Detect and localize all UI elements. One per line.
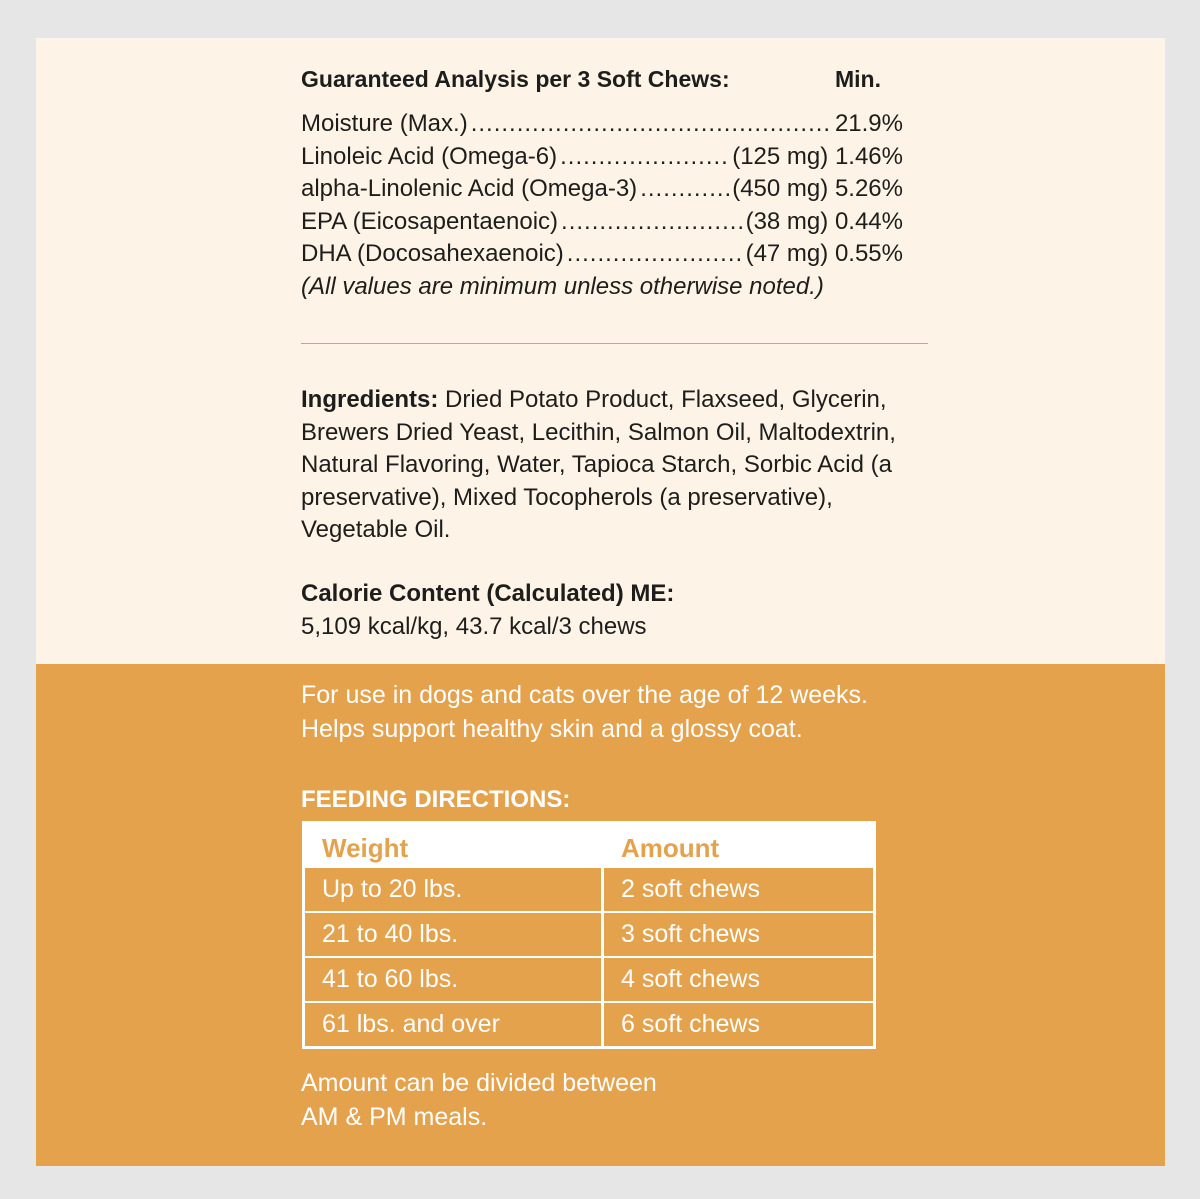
table-row (305, 1001, 873, 1046)
weight-cell: 21 to 40 lbs. (305, 913, 604, 956)
feeding-directions-title: FEEDING DIRECTIONS: (301, 786, 571, 813)
feeding-table (302, 821, 876, 1049)
dot-leader (640, 173, 729, 206)
dot-leader (560, 141, 729, 174)
analysis-row (301, 206, 903, 239)
weight-cell: 61 lbs. and over (305, 1003, 604, 1046)
analysis-value: 1.46% (834, 142, 903, 170)
weight-cell: Up to 20 lbs. (305, 868, 604, 911)
amount-cell: 3 soft chews (621, 920, 760, 948)
feeding-note-line: Amount can be divided between (301, 1069, 657, 1097)
weight-header: Weight (322, 833, 409, 863)
analysis-mg: (125 mg) (732, 142, 829, 170)
guaranteed-analysis-title: Guaranteed Analysis per 3 Soft Chews: (301, 66, 730, 92)
guaranteed-analysis-list (301, 108, 903, 303)
analysis-value: 21.9% (834, 110, 903, 137)
analysis-name: alpha-Linolenic Acid (Omega-3) (301, 175, 638, 202)
analysis-value: 5.26% (834, 175, 903, 202)
dot-leader (561, 206, 743, 239)
analysis-row (301, 173, 903, 206)
amount-header: Amount (621, 833, 720, 863)
feeding-note-line: AM & PM meals. (301, 1103, 488, 1131)
feeding-note (301, 1066, 1001, 1134)
ingredients-label: Ingredients: (301, 386, 439, 413)
table-row (305, 866, 873, 911)
feeding-table-header (305, 824, 873, 866)
analysis-name: DHA (Docosahexaenoic) (301, 240, 564, 267)
calorie-block (301, 578, 941, 643)
amount-cell: 2 soft chews (621, 875, 760, 903)
analysis-value: 0.44% (834, 207, 903, 235)
usage-line: For use in dogs and cats over the age of 12 weeks. (301, 681, 869, 709)
guaranteed-analysis-column: Min. (835, 66, 881, 92)
section-divider (301, 343, 928, 344)
dot-leader (567, 238, 743, 271)
usage-line: Helps support healthy skin and a glossy coat. (301, 715, 803, 743)
ingredients-block (301, 384, 941, 547)
label-panel (36, 38, 1165, 1166)
table-row (305, 911, 873, 956)
usage-text (301, 678, 1001, 746)
analysis-value: 0.55% (834, 240, 903, 267)
weight-cell: 41 to 60 lbs. (305, 958, 604, 1001)
analysis-name: Moisture (Max.) (301, 110, 468, 137)
analysis-name: Linoleic Acid (Omega-6) (301, 142, 558, 170)
dot-leader (471, 108, 832, 141)
analysis-row (301, 238, 903, 271)
table-row (305, 956, 873, 1001)
analysis-note: (All values are minimum unless otherwise noted.) (301, 272, 824, 300)
analysis-mg: (450 mg) (732, 175, 829, 202)
calorie-value: 5,109 kcal/kg, 43.7 kcal/3 chews (301, 612, 647, 640)
amount-cell: 4 soft chews (621, 965, 760, 993)
calorie-label: Calorie Content (Calculated) ME: (301, 580, 675, 607)
guaranteed-analysis-header (301, 66, 921, 93)
analysis-row (301, 108, 903, 141)
amount-cell: 6 soft chews (621, 1010, 760, 1038)
analysis-mg: (47 mg) (745, 240, 829, 267)
analysis-mg: (38 mg) (745, 207, 829, 235)
analysis-row (301, 141, 903, 174)
analysis-name: EPA (Eicosapentaenoic) (301, 207, 559, 235)
ingredients-text: Dried Potato Product, Flaxseed, Glycerin, Brewers Dried Yeast, Lecithin, Salmon Oil, Maltodextrin, Natural Flavoring, Water, Tapioca Starch, Sorbic Acid (a preservative), Mixed Tocopherols (a preservative), Vegetable Oil. (301, 386, 896, 543)
